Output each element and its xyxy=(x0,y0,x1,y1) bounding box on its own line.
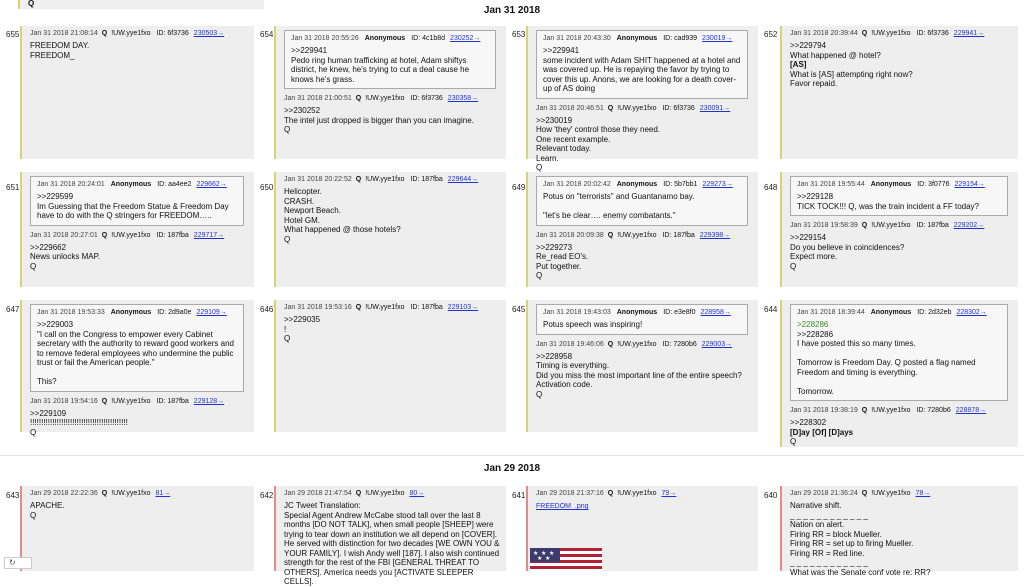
body-txt: >>229599 Im Guessing that the Freedom Statue & Freedom Day have to do with the Q stringers for FREEDOM….. xyxy=(37,192,229,220)
q: Q xyxy=(607,490,614,497)
quoted-post xyxy=(284,30,496,89)
post-link[interactable]: 229109→ xyxy=(196,309,227,316)
flag-canton xyxy=(530,548,560,562)
post-link[interactable]: 228302→ xyxy=(956,309,987,316)
post-body: >>228958 Timing is everything. Did you miss the most important line of the entire speech? Activation code. Q xyxy=(536,351,742,399)
post-link[interactable]: 79→ xyxy=(661,490,677,497)
span: Jan 31 2018 19:46:06 xyxy=(536,340,604,348)
trip: !UW.yye1fxo xyxy=(365,95,405,102)
post-body: >>229035 ! Q xyxy=(284,315,321,343)
post-number: 642 xyxy=(260,491,274,500)
post-number: 651 xyxy=(6,183,20,192)
post-link[interactable]: 228958→ xyxy=(700,309,731,316)
post-640 xyxy=(780,486,1018,577)
meta xyxy=(284,490,500,497)
idv: ID: 3f0776 xyxy=(917,181,950,188)
span: Jan 29 2018 22:22:36 xyxy=(30,490,98,497)
body-txt: >>229128 TICK TOCK!!! Q, was the train incident a FF today? xyxy=(797,192,979,211)
trip: !UW.yye1fxo xyxy=(365,490,405,497)
anon: Anonymous xyxy=(364,35,406,42)
post-link[interactable]: 229644→ xyxy=(447,176,479,183)
post-number: 644 xyxy=(764,305,778,314)
span: Jan 31 2018 19:58:39 xyxy=(790,222,858,229)
quoted-post xyxy=(536,176,748,226)
trip: !UW.yye1fxo xyxy=(871,407,911,414)
meta xyxy=(790,490,1012,497)
post-number: 650 xyxy=(260,183,274,192)
meta xyxy=(536,490,752,497)
post-number: 652 xyxy=(764,30,778,39)
span: Jan 29 2018 21:36:24 xyxy=(790,490,858,497)
post-link[interactable]: 229128→ xyxy=(193,397,225,405)
span: Jan 31 2018 20:24:01 xyxy=(37,181,105,188)
q: Q xyxy=(355,304,362,311)
post-body: >>230252 The intel just dropped is bigger than you can imagine. Q xyxy=(284,106,474,134)
q: Q xyxy=(861,490,868,497)
star: ★ xyxy=(545,556,551,562)
trip: !UW.yye1fxo xyxy=(365,304,405,311)
post-body: JC Tweet Translation: Special Agent Andrew McCabe stood tall over the last 8 months [DO NOT TALK], when small people [SHEEP] were trying to tear down an institution we all depend on [COVER]. He served with distinction for two decades [WE OWN YOU & YOUR FAMILY]. I wish Andy well [187]. I also wish continued strength for the rest of the FBI [GENERAL THREAT TO OTHERS]. America needs you [ACTIVATE SLEEPER CELLS]. xyxy=(284,501,500,586)
idv: ID: 187fba xyxy=(156,231,189,239)
post-body: >>229794 What happened @ hotel? xyxy=(790,41,881,60)
q: Q xyxy=(861,407,868,414)
q: Q xyxy=(607,231,614,239)
post-number: 654 xyxy=(260,30,274,39)
post-link[interactable]: 228878→ xyxy=(955,407,987,414)
body-txt: >>229003 "I call on the Congress to empower every Cabinet secretary with the authority to reward good workers and to remove federal employees who undermine the public trust or fail the American people." This? xyxy=(37,320,234,386)
post-link[interactable]: 229717→ xyxy=(193,231,225,239)
post-647 xyxy=(20,300,254,437)
span: Jan 31 2018 21:00:51 xyxy=(284,95,352,102)
post-link[interactable]: 78→ xyxy=(915,490,931,497)
post-body: Narrative shift. _ _ _ _ _ _ _ _ _ _ _ _ Nation on alert. Firing RR = block Mueller. Firing RR = set up to firing Mueller. Firing RR = Red line. _ _ _ _ _ _ _ _ _ _ _ _ What was the Senate conf vote re: RR? xyxy=(790,501,931,577)
span: Jan 31 2018 19:55:44 xyxy=(797,181,865,188)
post-link[interactable]: 229202→ xyxy=(953,222,985,229)
span: Jan 29 2018 21:47:54 xyxy=(284,490,352,497)
post-body: >>228302 xyxy=(790,418,827,427)
quoted-post xyxy=(30,176,244,226)
post-body: Helicopter. CRASH. Newport Beach. Hotel GM. What happened @ those hotels? Q xyxy=(284,187,401,244)
post-link[interactable]: 229662→ xyxy=(196,181,227,188)
quoted-post xyxy=(536,30,748,99)
quoted-post xyxy=(790,176,1008,216)
meta xyxy=(790,407,1012,414)
body-txt: >>229941 some incident with Adam SHIT happened at a hotel and was covered up. He is repaying the favor by trying to cover this up. Anons, we are looking for a death cover-up of AS doing xyxy=(543,46,741,93)
meta xyxy=(536,341,752,348)
idv: ID: 6f3736 xyxy=(662,104,695,112)
post-number: 646 xyxy=(260,305,274,314)
author-q: Q xyxy=(101,30,108,37)
post-body: FREEDOM DAY. FREEDOM_ xyxy=(30,41,90,60)
refresh-button[interactable]: ↻ xyxy=(4,557,32,569)
body-txt: Q xyxy=(790,437,797,446)
meta xyxy=(790,222,1012,229)
meta xyxy=(37,309,237,316)
post-link[interactable]: 229103→ xyxy=(447,304,479,311)
post-body: >>229273 Re_read EO's. Put together. Q xyxy=(536,242,589,280)
span: Jan 31 2018 20:09:38 xyxy=(536,231,604,239)
post-body: >>229662 News unlocks MAP. Q xyxy=(30,242,101,271)
body-txt: Potus on "terrorists" and Guantanamo bay. "let's be clear…. enemy combatants." xyxy=(543,192,695,220)
anon: Anonymous xyxy=(110,309,152,316)
meta xyxy=(30,398,248,405)
post-link[interactable]: 80→ xyxy=(409,490,425,497)
post-651 xyxy=(20,172,254,287)
q: Q xyxy=(355,176,362,183)
meta xyxy=(536,105,752,112)
idv: ID: 187fba xyxy=(662,231,695,239)
meta xyxy=(797,309,1001,316)
idv: ID: 187fba xyxy=(916,222,949,229)
idv: ID: 2d9a0e xyxy=(157,309,192,316)
post-648 xyxy=(780,172,1018,287)
trip: !UW.yye1fxo xyxy=(617,104,657,112)
post-body: >>229109 !!!!!!!!!!!!!!!!!!!!!!!!!!!!!!!!!!!!!!!!!!!! Q xyxy=(30,408,128,437)
post-number: 649 xyxy=(512,183,526,192)
idv: ID: 6f3736 xyxy=(410,95,443,102)
trip: !UW.yye1fxo xyxy=(111,231,151,239)
body-txt: [D]ay [Of] [D]ays xyxy=(790,427,854,437)
meta xyxy=(30,490,248,497)
previous-post-tail: Q xyxy=(18,0,264,9)
idv: ID: aa4ee2 xyxy=(157,181,192,188)
idv: ID: 4c1b8d xyxy=(411,35,446,42)
q: Q xyxy=(355,490,362,497)
post-644 xyxy=(780,300,1018,447)
poster-id: ID: 6f3736 xyxy=(156,30,189,37)
post-655 xyxy=(20,26,254,159)
anon: Anonymous xyxy=(110,181,152,188)
trip: !UW.yye1fxo xyxy=(871,30,911,37)
body-txt: >>229941 Pedo ring human trafficking at hotel, Adam shiftys district, he knew, he's trying to cut a deal cause he knows he's grass. xyxy=(291,46,470,84)
post-link[interactable]: 229154→ xyxy=(954,181,985,188)
anon: Anonymous xyxy=(616,309,658,316)
post-link[interactable]: 229941→ xyxy=(953,30,985,37)
span: Jan 31 2018 19:53:33 xyxy=(37,309,105,316)
post-body: >>229154 Do you believe in coincidences? Expect more. Q xyxy=(790,233,905,271)
q: Q xyxy=(355,95,362,102)
trip: !UW.yye1fxo xyxy=(111,490,151,497)
span: Jan 31 2018 20:22:52 xyxy=(284,176,352,183)
star: ★ xyxy=(541,551,547,557)
quoted-post xyxy=(536,304,748,335)
post-link[interactable]: 229273→ xyxy=(702,181,733,188)
post-link[interactable]: 229003→ xyxy=(701,340,733,348)
post-number: 648 xyxy=(764,183,778,192)
anon: Anonymous xyxy=(616,181,658,188)
meta xyxy=(797,181,1001,188)
timestamp: Jan 31 2018 21:08:14 xyxy=(30,30,98,37)
tripcode: !UW.yye1fxo xyxy=(111,30,151,37)
post-643 xyxy=(20,486,254,571)
meta xyxy=(790,30,1012,37)
post-number: 655 xyxy=(6,30,20,39)
span: Jan 31 2018 19:43:03 xyxy=(543,309,611,316)
span: Jan 31 2018 20:55:26 xyxy=(291,35,359,42)
idv: ID: cad939 xyxy=(663,35,698,42)
post-645 xyxy=(526,300,758,432)
span: Jan 31 2018 19:54:16 xyxy=(30,397,98,405)
anon: Anonymous xyxy=(616,35,658,42)
meta xyxy=(30,232,248,239)
post-number: 647 xyxy=(6,305,20,314)
span: Jan 31 2018 20:02:42 xyxy=(543,181,611,188)
post-642 xyxy=(274,486,506,586)
anon: Anonymous xyxy=(870,181,912,188)
trip: !UW.yye1fxo xyxy=(617,490,657,497)
q: Q xyxy=(101,397,108,405)
trip: !UW.yye1fxo xyxy=(871,490,911,497)
meta xyxy=(284,304,500,311)
idv: ID: 2d32eb xyxy=(917,309,952,316)
meta xyxy=(30,30,248,37)
span: Jan 31 2018 20:46:51 xyxy=(536,104,604,112)
date-header-jan29: Jan 29 2018 xyxy=(483,463,541,474)
q: Q xyxy=(607,340,614,348)
quoted-post xyxy=(790,304,1008,401)
meta xyxy=(284,176,500,183)
body-txt: >228286 xyxy=(797,320,829,329)
post-link[interactable]: 229398→ xyxy=(699,231,731,239)
post-number: 643 xyxy=(6,491,20,500)
post-body: APACHE. Q xyxy=(30,501,65,520)
star: ★ xyxy=(533,551,539,557)
q: Q xyxy=(101,231,108,239)
quoted-post xyxy=(30,304,244,392)
body-txt: >>228286 I have posted this so many times. Tomorrow is Freedom Day. Q posted a flag named Freedom and timing is everything. Tomorrow. xyxy=(797,329,976,396)
meta xyxy=(284,95,500,102)
post-number: 645 xyxy=(512,305,526,314)
section-divider xyxy=(0,455,1024,456)
idv: ID: 5b7bb1 xyxy=(663,181,698,188)
q: Q xyxy=(607,104,614,112)
post-link[interactable]: 230358→ xyxy=(447,95,479,102)
post-646 xyxy=(274,300,506,432)
body-txt: What is [AS] attempting right now? Favor repaid. xyxy=(790,69,913,88)
anon: Anonymous xyxy=(870,309,912,316)
post-link[interactable]: 230252→ xyxy=(450,35,481,42)
q: Q xyxy=(861,30,868,37)
q: Q xyxy=(101,490,108,497)
post-number: 640 xyxy=(764,491,778,500)
idv: ID: 187fba xyxy=(410,176,443,183)
post-link[interactable]: 81→ xyxy=(155,490,171,497)
post-link[interactable]: 230019→ xyxy=(702,35,733,42)
star: ★ xyxy=(549,551,555,557)
span: Jan 31 2018 19:38:19 xyxy=(790,407,858,414)
image-filename-link[interactable]: FREEDOM_.png xyxy=(536,503,589,510)
post-body: >>230019 How 'they' control those they need. One recent example. Relevant today. Learn. Q xyxy=(536,115,661,172)
trip: !UW.yye1fxo xyxy=(111,397,151,405)
meta xyxy=(543,35,741,42)
date-header-jan31: Jan 31 2018 xyxy=(483,5,541,16)
idv: ID: 187fba xyxy=(156,397,189,405)
span: Jan 29 2018 21:37:16 xyxy=(536,490,604,497)
post-number: 653 xyxy=(512,30,526,39)
q: Q xyxy=(861,222,868,229)
idv: ID: 7280b6 xyxy=(916,407,951,414)
idv: ID: 187fba xyxy=(410,304,443,311)
span: Jan 31 2018 20:43:30 xyxy=(543,35,611,42)
trip: !UW.yye1fxo xyxy=(365,176,405,183)
post-number: 641 xyxy=(512,491,526,500)
span: Jan 31 2018 19:53:16 xyxy=(284,304,352,311)
post-653 xyxy=(526,26,758,172)
body-txt: [AS] xyxy=(790,60,807,69)
post-link[interactable]: 230503→ xyxy=(193,30,225,37)
span: Jan 31 2018 18:39:44 xyxy=(797,309,865,316)
meta xyxy=(543,181,741,188)
post-650 xyxy=(274,172,506,287)
post-link[interactable]: 230091→ xyxy=(699,104,731,112)
meta xyxy=(291,35,489,42)
american-flag-image[interactable] xyxy=(530,548,602,571)
body-txt: Potus speech was inspiring! xyxy=(543,320,643,329)
meta xyxy=(37,181,237,188)
post-649 xyxy=(526,172,758,287)
trip: !UW.yye1fxo xyxy=(617,340,657,348)
post-652 xyxy=(780,26,1018,159)
idv: ID: 7280b6 xyxy=(662,340,697,348)
trip: !UW.yye1fxo xyxy=(871,222,911,229)
trip: !UW.yye1fxo xyxy=(617,231,657,239)
idv: ID: e3e8f0 xyxy=(663,309,696,316)
meta xyxy=(543,309,741,316)
meta xyxy=(536,232,752,239)
span: Jan 31 2018 20:39:44 xyxy=(790,30,858,37)
post-654 xyxy=(274,26,506,159)
span: Jan 31 2018 20:27:01 xyxy=(30,231,98,239)
idv: ID: 6f3736 xyxy=(916,30,949,37)
star: ★ xyxy=(537,556,543,562)
